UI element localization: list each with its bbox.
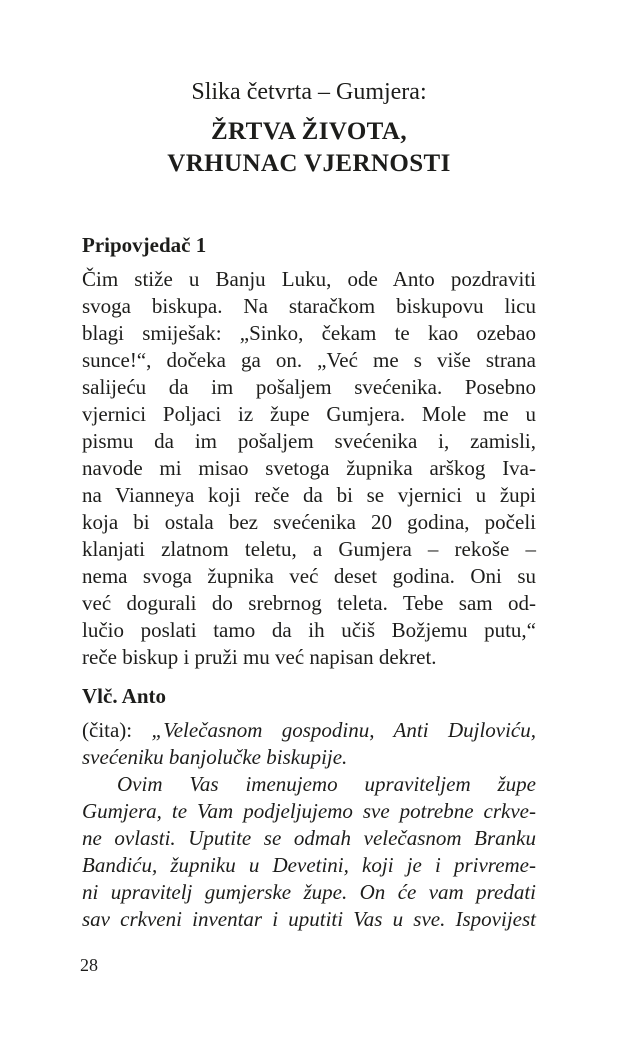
speaker-heading-anto: Vlč. Anto bbox=[82, 684, 166, 708]
letter-opening-paragraph bbox=[82, 717, 536, 771]
text-line: već dogurali do srebrnog teleta. Tebe sam od- bbox=[82, 591, 536, 615]
text-line: ni upravitelj gumjerske župe. On će vam predati bbox=[82, 880, 536, 904]
text-line: lučio poslati tamo da ih učiš Božjemu putu,“ bbox=[82, 618, 536, 642]
text-line: Ovim Vas imenujemo upraviteljem župe bbox=[117, 772, 536, 796]
text-line: nema svoga župnika već deset godina. Oni su bbox=[82, 564, 536, 588]
text-line: svećeniku banjolučke biskupije. bbox=[82, 745, 348, 769]
stage-direction: (čita): bbox=[82, 718, 133, 742]
text-line: Bandiću, župniku u Devetini, koji je i privreme- bbox=[82, 853, 536, 877]
text-line: na Vianneya koji reče da bi se vjernici u župi bbox=[82, 483, 536, 507]
text-line: koja bi ostala bez svećenika 20 godina, počeli bbox=[82, 510, 536, 534]
text-line: sunce!“, dočeka ga on. „Već me s više strana bbox=[82, 348, 536, 372]
chapter-title bbox=[82, 116, 536, 180]
text-line: Čim stiže u Banju Luku, ode Anto pozdraviti bbox=[82, 267, 536, 291]
chapter-title-line1: ŽRTVA ŽIVOTA, bbox=[210, 118, 407, 145]
narrator-paragraph bbox=[82, 266, 536, 671]
text-line: vjernici Poljaci iz župe Gumjera. Mole me u bbox=[82, 402, 536, 426]
text-line bbox=[82, 717, 536, 744]
text-line: blagi smiješak: „Sinko, čekam te kao ozebao bbox=[82, 321, 536, 345]
text-line: sav crkveni inventar i uputiti Vas u sve. Ispovijest bbox=[82, 907, 536, 931]
text-line: reče biskup i pruži mu već napisan dekret. bbox=[82, 645, 437, 669]
text-line: navode mi misao svetoga župnika arškog Iva- bbox=[82, 456, 536, 480]
speaker-heading-narrator: Pripovjedač 1 bbox=[82, 233, 207, 257]
text-line: pismu da im pošaljem svećenika i, zamisli, bbox=[82, 429, 536, 453]
chapter-title-line2: VRHUNAC VJERNOSTI bbox=[167, 150, 451, 177]
text-line: Gumjera, te Vam podjeljujemo sve potrebne crkve- bbox=[82, 799, 536, 823]
chapter-kicker: Slika četvrta – Gumjera: bbox=[191, 79, 427, 105]
text-line: ne ovlasti. Uputite se odmah velečasnom Branku bbox=[82, 826, 536, 850]
text-line: svoga biskupa. Na staračkom biskupovu licu bbox=[82, 294, 536, 318]
letter-body-paragraph bbox=[82, 771, 536, 933]
text-line: salijeću da im pošaljem svećenika. Posebno bbox=[82, 375, 536, 399]
text-line: klanjati zlatnom teletu, a Gumjera – rekoše – bbox=[82, 537, 536, 561]
page-number: 28 bbox=[80, 955, 98, 975]
letter-opening-text: „Velečasnom gospodinu, Anti Dujloviću, bbox=[151, 718, 537, 742]
